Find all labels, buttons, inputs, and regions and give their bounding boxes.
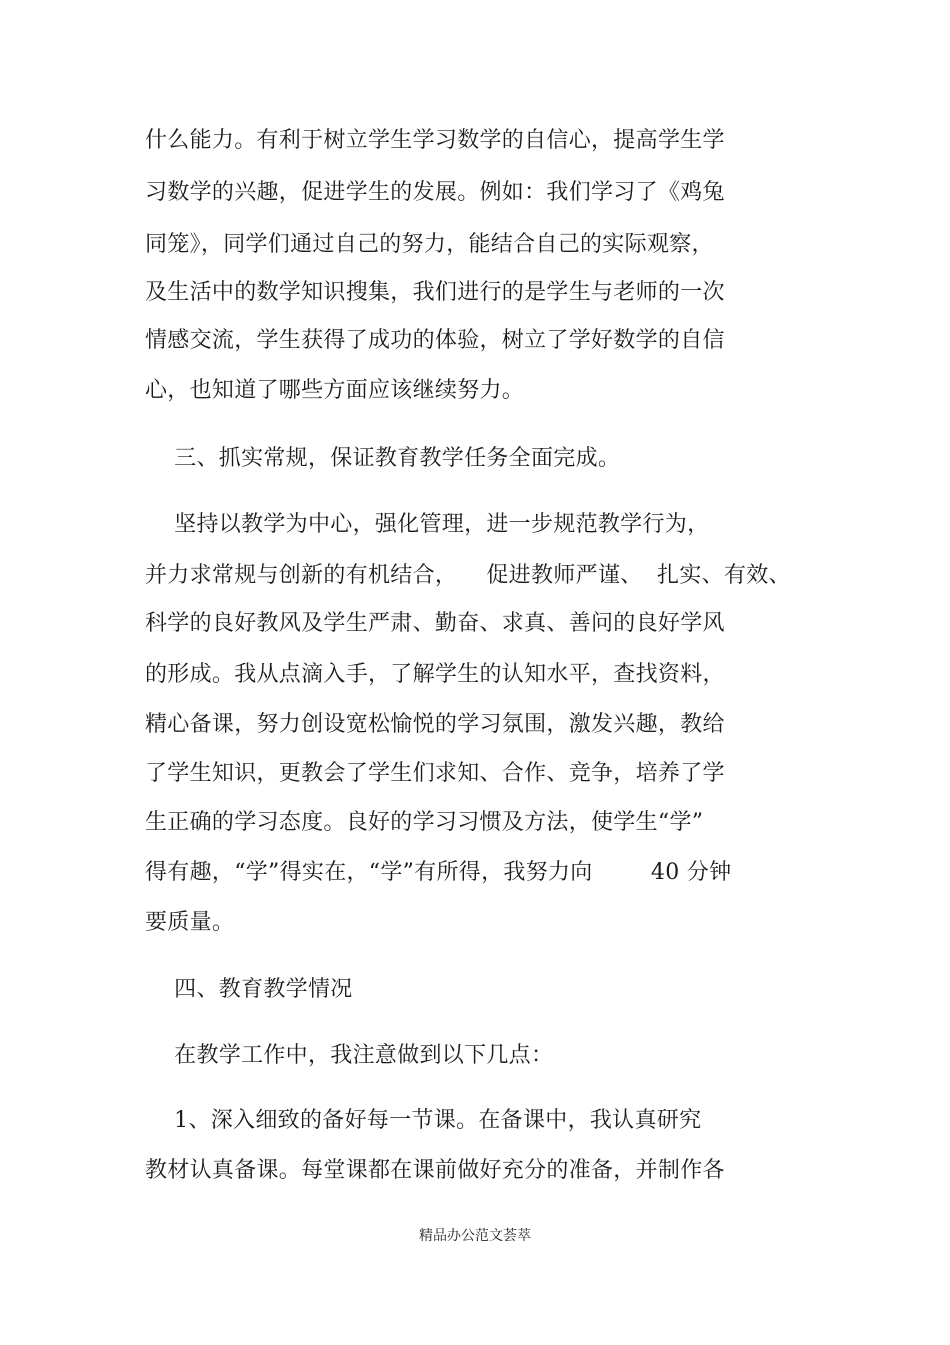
text-line: 1、深入细致的备好每一节课。在备课中，我认真研究 bbox=[145, 1108, 702, 1133]
text-line: 并力求常规与创新的有机结合， 促进教师严谨、 扎实、有效、 bbox=[145, 563, 791, 588]
text-line: 生正确的学习态度。良好的学习习惯及方法，使学生“学” bbox=[145, 810, 704, 835]
text-line: 教材认真备课。每堂课都在课前做好充分的准备，并制作各 bbox=[145, 1158, 725, 1183]
text-line: 在教学工作中，我注意做到以下几点： bbox=[145, 1043, 554, 1068]
text-line: 要质量。 bbox=[145, 910, 235, 935]
text-line: 同笼》，同学们通过自己的努力，能结合自己的实际观察， bbox=[145, 232, 714, 257]
text-line: 坚持以教学为中心，强化管理，进一步规范教学行为， bbox=[145, 512, 710, 537]
section-heading: 三、抓实常规，保证教育教学任务全面完成。 bbox=[145, 446, 621, 471]
text-line: 心，也知道了哪些方面应该继续努力。 bbox=[145, 378, 525, 403]
text-line: 了学生知识，更教会了学生们求知、合作、竞争，培养了学 bbox=[145, 761, 725, 786]
text-line: 什么能力。有利于树立学生学习数学的自信心，提高学生学 bbox=[145, 128, 725, 153]
page-footer: 精品办公范文荟萃 bbox=[419, 1228, 531, 1244]
text-line: 得有趣，“学”得实在，“学”有所得，我努力向 40 分钟 bbox=[145, 860, 732, 885]
section-heading: 四、教育教学情况 bbox=[145, 977, 353, 1002]
text-line: 科学的良好教风及学生严肃、勤奋、求真、善问的良好学风 bbox=[145, 611, 725, 636]
text-line: 精心备课，努力创设宽松愉悦的学习氛围，激发兴趣，教给 bbox=[145, 712, 725, 737]
text-line: 的形成。我从点滴入手，了解学生的认知水平，查找资料， bbox=[145, 662, 725, 687]
text-line: 及生活中的数学知识搜集，我们进行的是学生与老师的一次 bbox=[145, 280, 725, 305]
text-line: 情感交流，学生获得了成功的体验，树立了学好数学的自信 bbox=[145, 328, 725, 353]
text-line: 习数学的兴趣，促进学生的发展。例如：我们学习了《鸡兔 bbox=[145, 180, 725, 205]
